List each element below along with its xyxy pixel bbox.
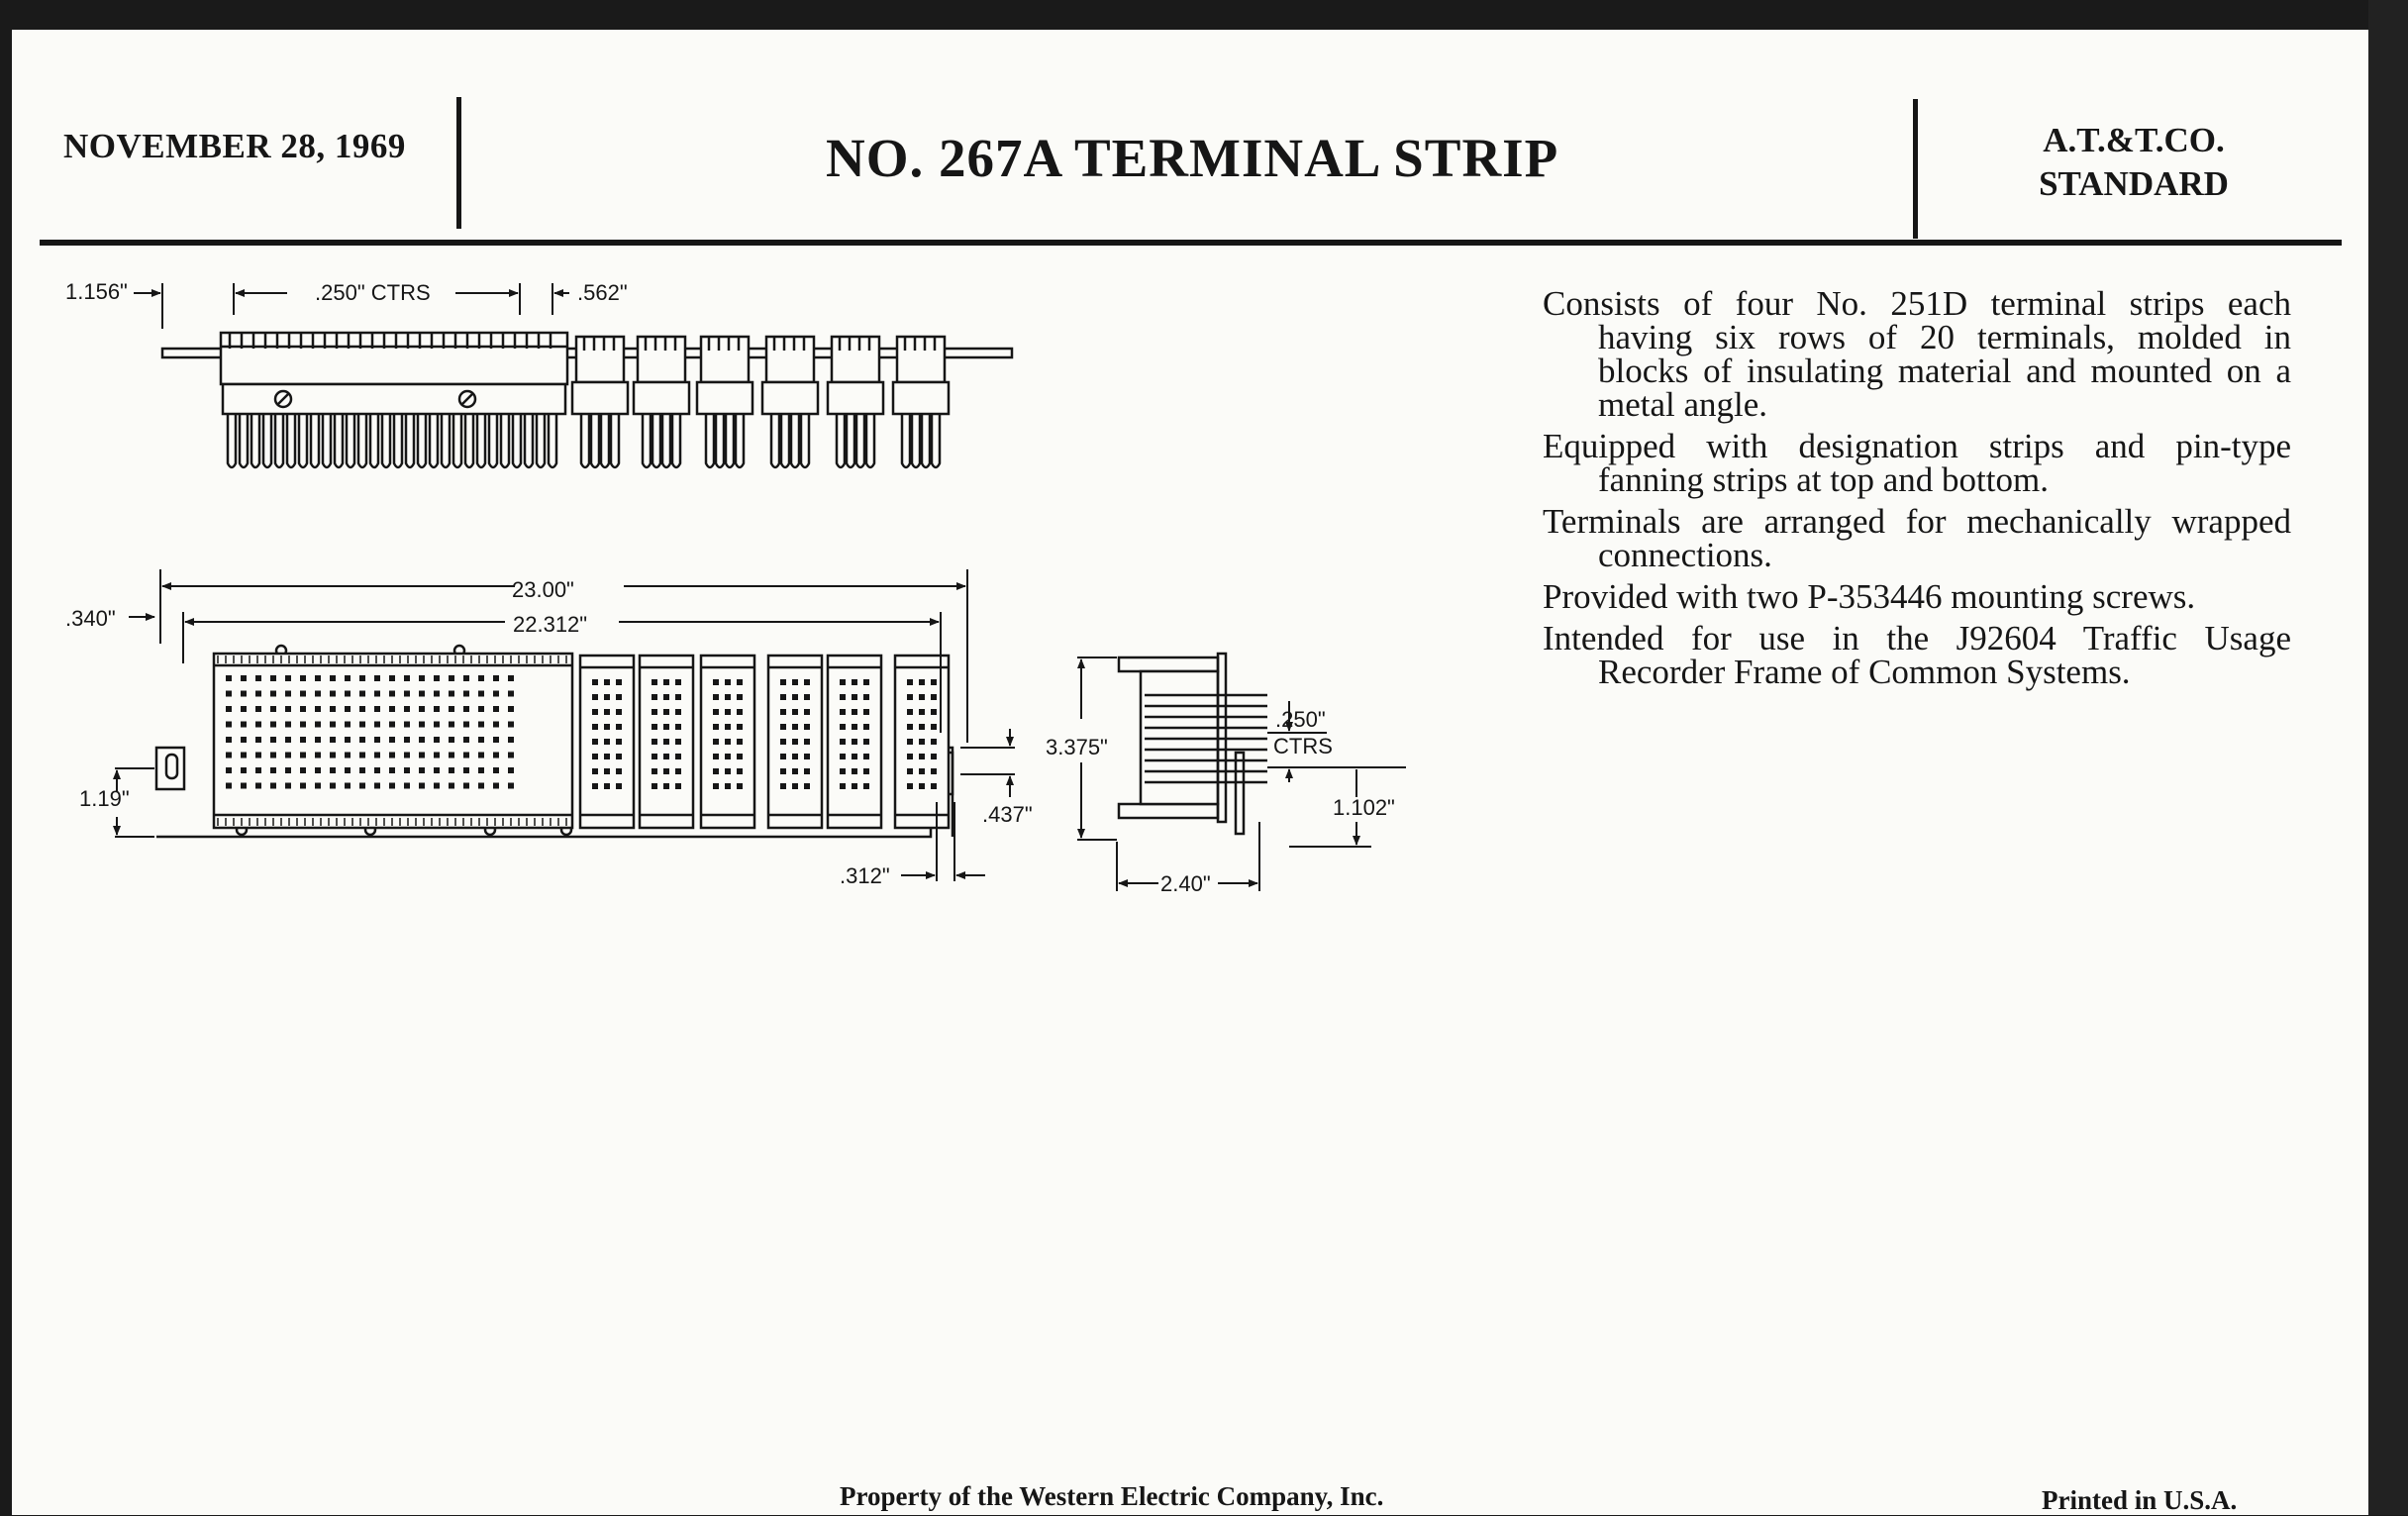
description-paragraph-2: Equipped with designation strips and pin-type fanning strips at top and bottom.	[1543, 427, 2291, 499]
dim-312: .312"	[840, 863, 890, 888]
description-paragraph-5: Intended for use in the J92604 Traffic Usage Recorder Frame of Common Systems.	[1543, 619, 2291, 691]
side-bottom-flange	[1119, 804, 1218, 818]
front-view	[156, 646, 953, 837]
side-top-flange	[1119, 657, 1218, 671]
dim-250: .250"	[1275, 707, 1326, 732]
dim-1156: 1.156"	[65, 279, 128, 304]
dim-1102: 1.102"	[1333, 795, 1395, 820]
description	[1543, 284, 2291, 697]
footer-property: Property of the Western Electric Company, Inc.	[840, 1481, 1384, 1511]
description-paragraph-4: Provided with two P-353446 mounting screws.	[1543, 577, 2196, 616]
header-rule	[40, 240, 2342, 246]
dim-2300: 23.00"	[512, 577, 574, 602]
scan-edge	[2368, 0, 2408, 1515]
description-paragraph-1: Consists of four No. 251D terminal strips each having six rows of 20 terminals, molded in blocks of insulating material and mounted on a metal angle.	[1543, 284, 2291, 424]
small-blocks-front	[580, 656, 949, 828]
side-angle-foot	[1236, 753, 1244, 834]
dim-437: .437"	[982, 802, 1033, 827]
dim-240: 2.40"	[1160, 871, 1211, 896]
dim-119: 1.19"	[79, 786, 130, 811]
standard-line-1: A.T.&T.CO.	[2043, 121, 2225, 159]
mounting-slot-left	[166, 755, 177, 778]
fanning-pins-main	[228, 414, 556, 467]
standard-label	[1965, 119, 2302, 206]
footer-printed: Printed in U.S.A.	[2042, 1485, 2238, 1515]
side-dims	[1077, 657, 1406, 891]
header-divider-right	[1913, 99, 1918, 239]
page-title: NO. 267A TERMINAL STRIP	[826, 128, 1559, 188]
description-paragraph-3: Terminals are arranged for mechanically wrapped connections.	[1543, 502, 2291, 574]
dim-22312: 22.312"	[513, 612, 588, 637]
technical-drawing	[40, 267, 1406, 901]
standard-line-2: STANDARD	[2039, 164, 2229, 203]
dim-ctrs: CTRS	[1273, 734, 1333, 758]
dim-562: .562"	[577, 280, 628, 305]
header-divider-left	[456, 97, 461, 229]
dim-3375: 3.375"	[1046, 735, 1108, 759]
header-date: NOVEMBER 28, 1969	[63, 127, 406, 165]
top-view	[162, 333, 1012, 467]
dim-250-ctrs: .250" CTRS	[315, 280, 431, 305]
side-view	[1119, 654, 1267, 834]
dim-340: .340"	[65, 606, 116, 631]
